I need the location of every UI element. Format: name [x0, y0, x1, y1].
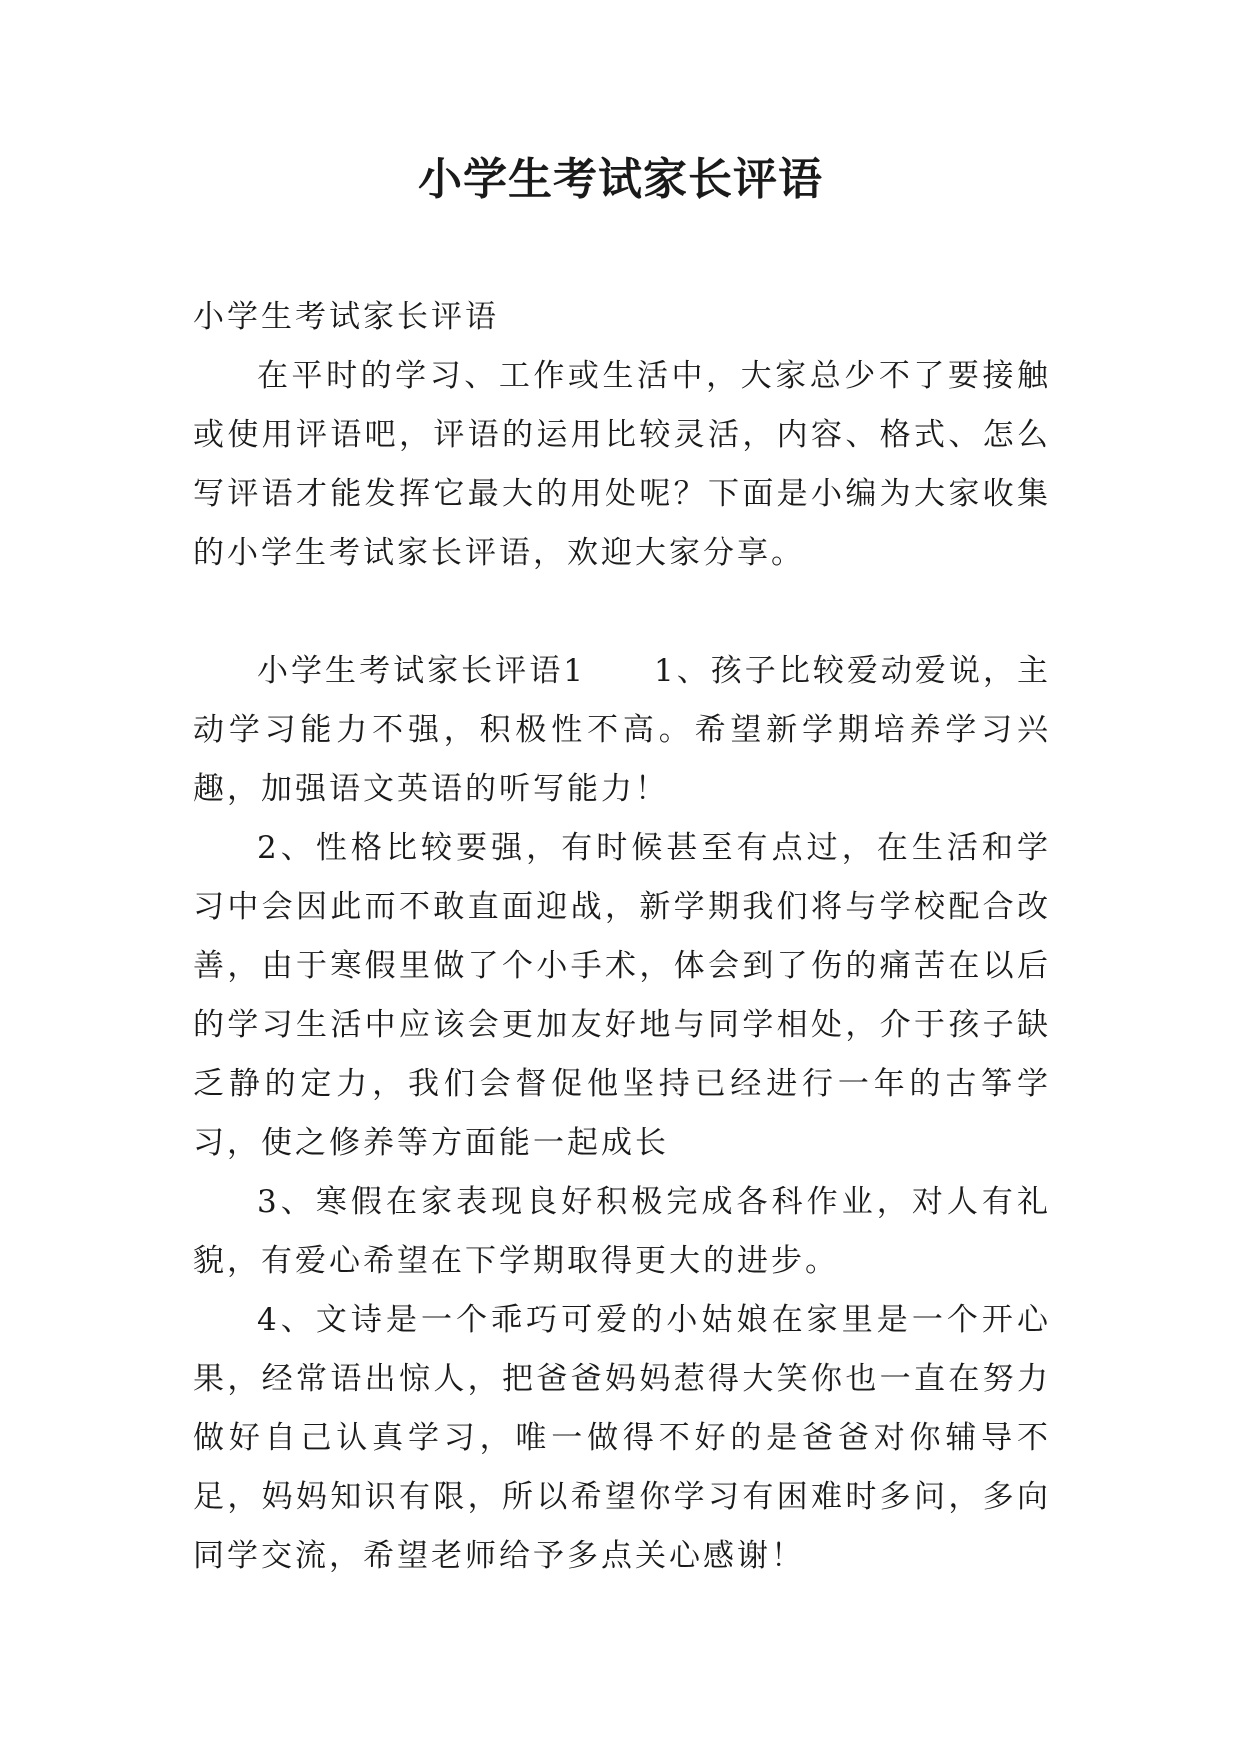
comment-paragraph-1: 小学生考试家长评语1 1、孩子比较爱动爱说，主动学习能力不强，积极性不高。希望新学期培养学习兴趣，加强语文英语的听写能力！ — [193, 653, 1051, 807]
document-title: 小学生考试家长评语 — [418, 154, 823, 205]
intro-paragraph: 在平时的学习、工作或生活中，大家总少不了要接触或使用评语吧，评语的运用比较灵活，内容、格式、怎么写评语才能发挥它最大的用处呢？下面是小编为大家收集的小学生考试家长评语，欢迎大家分享。 — [193, 358, 1051, 571]
paragraph-spacer — [193, 583, 1051, 642]
comment-paragraph-2: 2、性格比较要强，有时候甚至有点过，在生活和学习中会因此而不敢直面迎战，新学期我们将与学校配合改善，由于寒假里做了个小手术，体会到了伤的痛苦在以后的学习生活中应该会更加友好地与同学相处，介于孩子缺乏静的定力，我们会督促他坚持已经进行一年的古筝学习，使之修养等方面能一起成长 — [193, 830, 1051, 1161]
subtitle-paragraph: 小学生考试家长评语 — [193, 299, 499, 335]
comment-paragraph-3: 3、寒假在家表现良好积极完成各科作业，对人有礼貌，有爱心希望在下学期取得更大的进步。 — [193, 1184, 1051, 1279]
document-body — [193, 288, 1051, 1586]
comment-paragraph-4: 4、文诗是一个乖巧可爱的小姑娘在家里是一个开心果，经常语出惊人，把爸爸妈妈惹得大笑你也一直在努力做好自己认真学习，唯一做得不好的是爸爸对你辅导不足，妈妈知识有限，所以希望你学习有困难时多问，多向同学交流，希望老师给予多点关心感谢！ — [193, 1302, 1051, 1574]
